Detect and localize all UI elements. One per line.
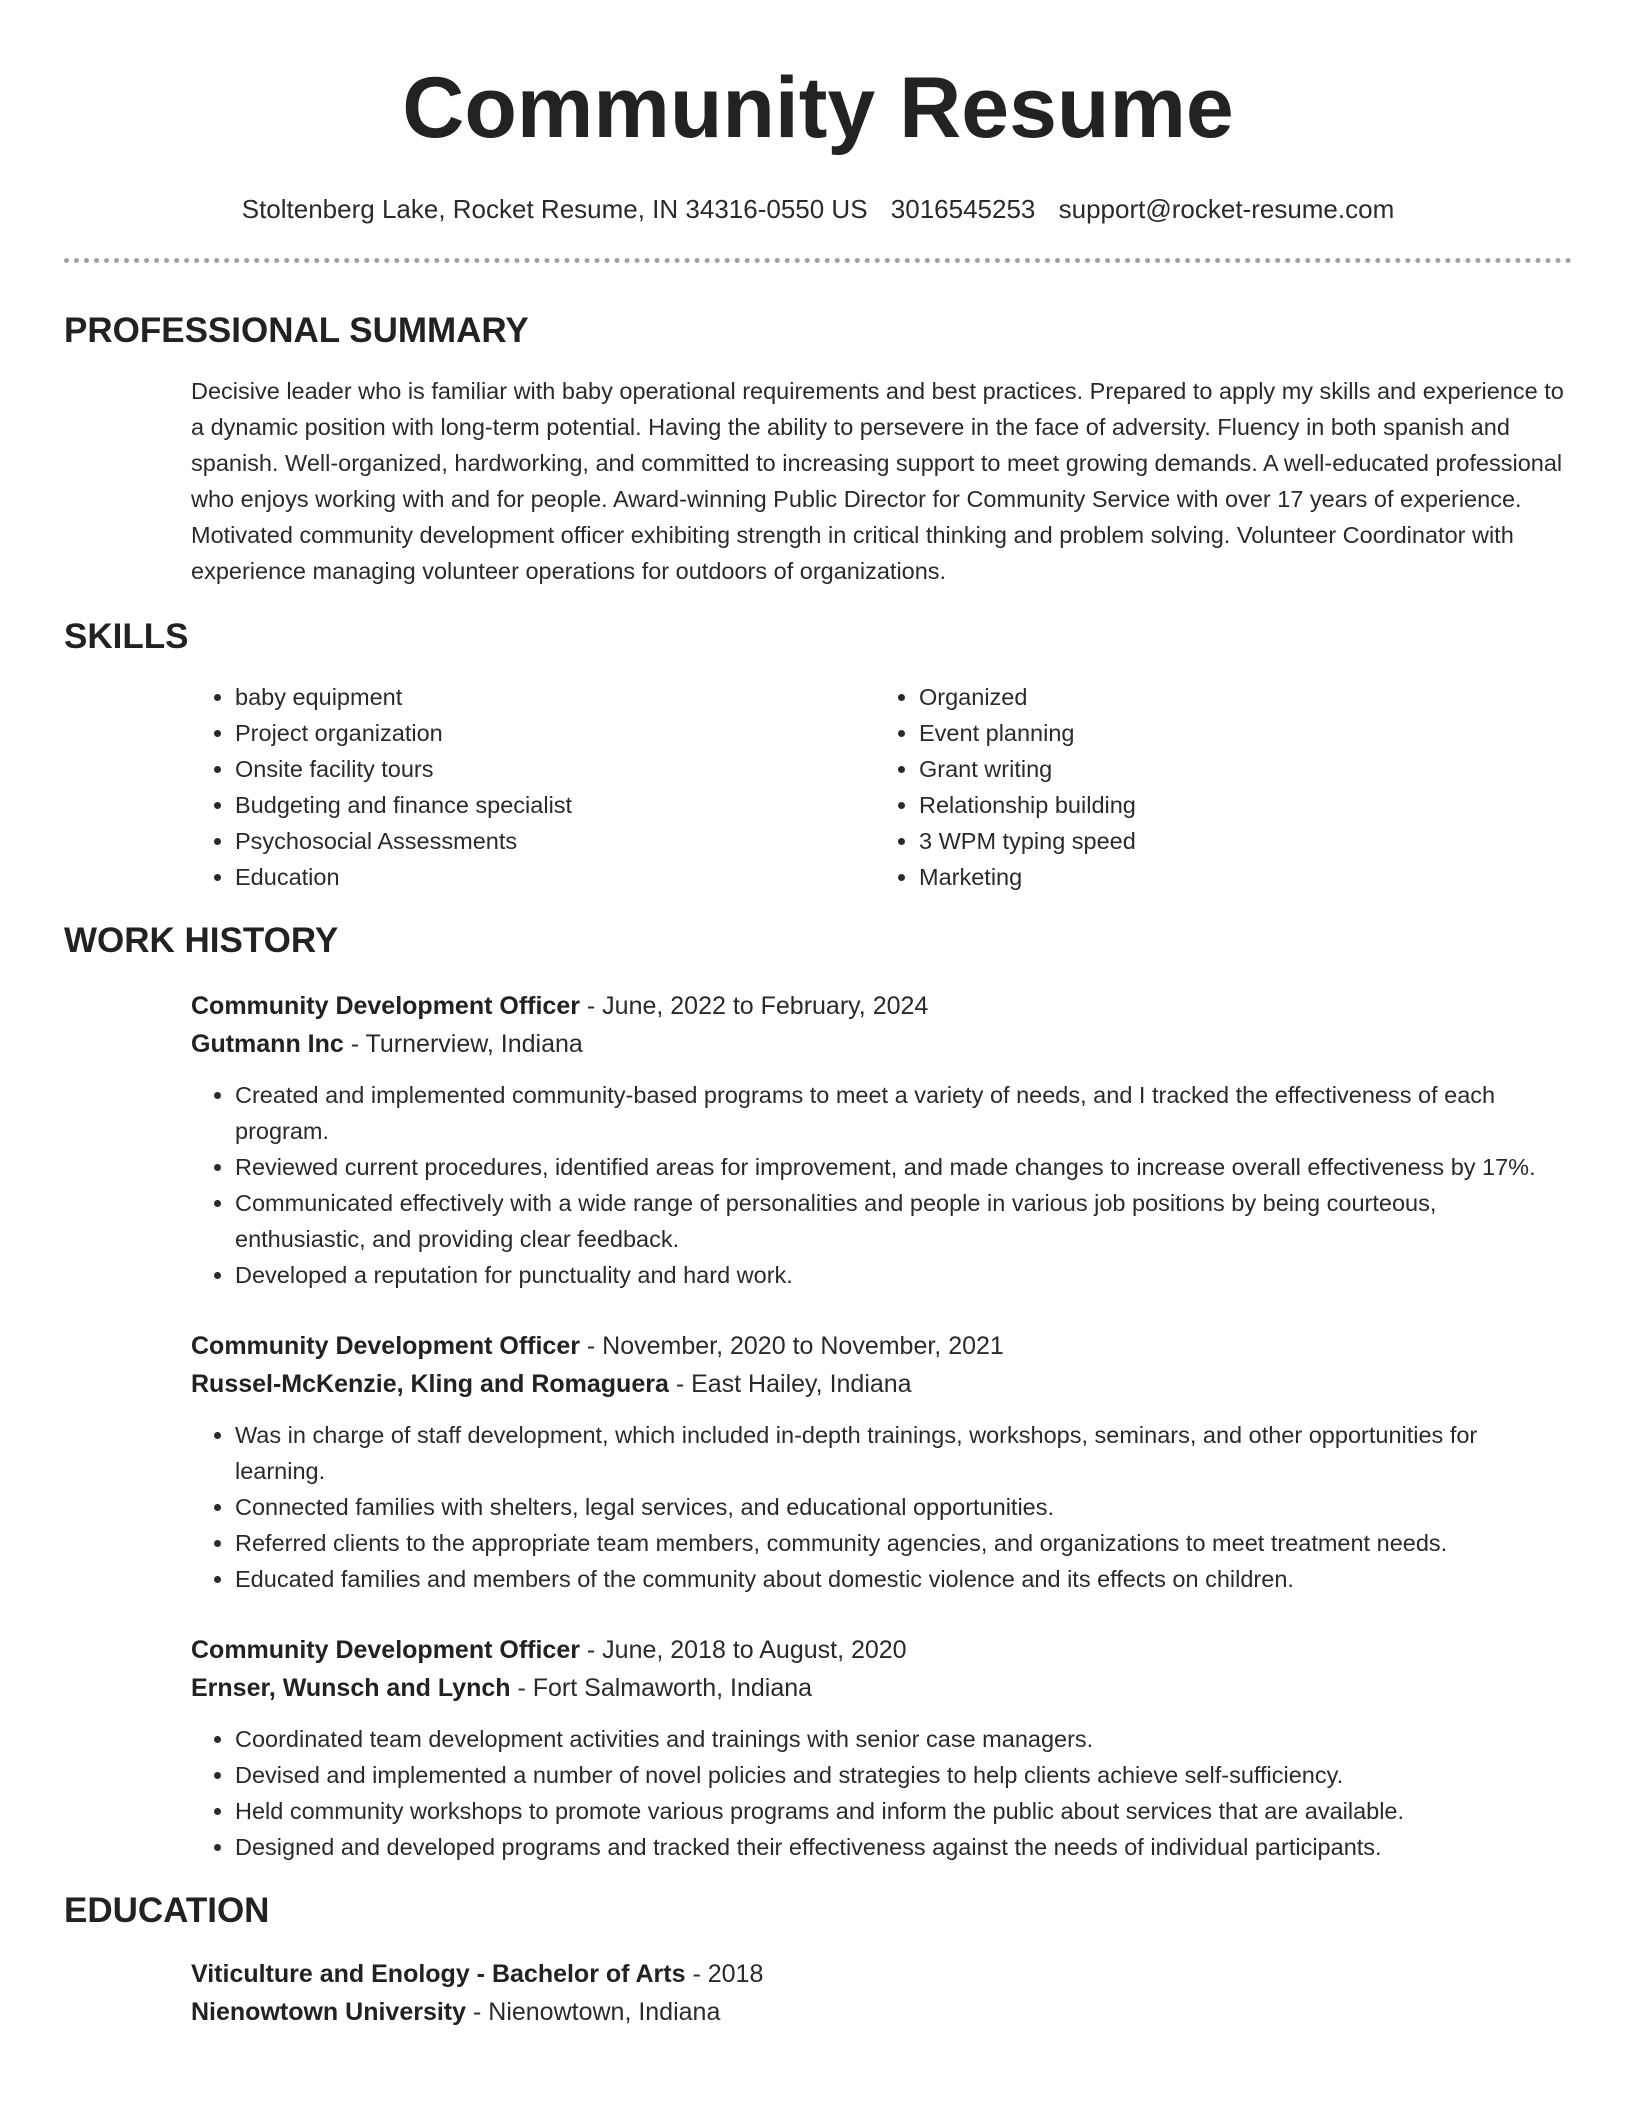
- skill-item: • Organized: [919, 679, 1559, 715]
- job-bullet: • Devised and implemented a number of novel policies and strategies to help clients achieve self-sufficiency.: [235, 1757, 1572, 1793]
- section-title-skills: SKILLS: [64, 617, 189, 656]
- resume-name: Community Resume: [402, 60, 1234, 156]
- job-bullets: [191, 1077, 1572, 1293]
- skills-column-left: [191, 679, 875, 895]
- education-degree-line: [191, 1955, 1572, 1993]
- education-location: - Nienowtown, Indiana: [466, 1998, 721, 2026]
- education-year: - 2018: [685, 1960, 764, 1988]
- job-bullet: • Held community workshops to promote various programs and inform the public about services that are available.: [235, 1793, 1572, 1829]
- resume-page: [64, 0, 1572, 2031]
- skill-item: • 3 WPM typing speed: [919, 823, 1559, 859]
- job-dates: - November, 2020 to November, 2021: [579, 1332, 1004, 1360]
- header-divider: [64, 258, 1572, 263]
- job-bullet: • Referred clients to the appropriate team members, community agencies, and organizations to meet treatment needs.: [235, 1525, 1572, 1561]
- education-entry: [191, 1955, 1572, 2031]
- contact-email: support@rocket-resume.com: [1058, 194, 1395, 224]
- skills-column-right: [875, 679, 1559, 895]
- job-bullet: • Reviewed current procedures, identified areas for improvement, and made changes to increase overall effectiveness by 17%.: [235, 1149, 1572, 1185]
- job-entry: [191, 987, 1572, 1293]
- skill-item: • Psychosocial Assessments: [235, 823, 875, 859]
- job-bullet: • Educated families and members of the community about domestic violence and its effects on children.: [235, 1561, 1572, 1597]
- contact-phone: 3016545253: [890, 194, 1036, 224]
- job-company: Russel-McKenzie, Kling and Romaguera: [191, 1370, 669, 1398]
- section-title-summary: PROFESSIONAL SUMMARY: [64, 311, 529, 350]
- skill-item: • Event planning: [919, 715, 1559, 751]
- job-company: Gutmann Inc: [191, 1030, 344, 1058]
- job-bullets: [191, 1417, 1572, 1597]
- job-bullet: • Connected families with shelters, legal services, and educational opportunities.: [235, 1489, 1572, 1525]
- job-bullet: • Communicated effectively with a wide range of personalities and people in various job positions by being courteous, enthusiastic, and providing clear feedback.: [235, 1185, 1572, 1257]
- job-entry: [191, 1327, 1572, 1597]
- job-role: Community Development Officer: [191, 1332, 580, 1360]
- summary-text: Decisive leader who is familiar with baby operational requirements and best practices. Prepared to apply my skills and experience to a dynamic position with long-term potential. Having the ability to persevere in the face of adversity. Fluency in both spanish and spanish. Well-organized, hardworking, and committed to increasing support to meet growing demands. A well-educated professional who enjoys working with and for people. Award-winning Public Director for Community Service with over 17 years of experience. Motivated community development officer exhibiting strength in critical thinking and problem solving. Volunteer Coordinator with experience managing volunteer operations for outdoors of organizations.: [191, 378, 1564, 584]
- job-entry: [191, 1631, 1572, 1865]
- section-title-work-history: WORK HISTORY: [64, 921, 339, 960]
- job-company-line: [191, 1365, 1572, 1403]
- job-company-line: [191, 1025, 1572, 1063]
- skill-item: • Marketing: [919, 859, 1559, 895]
- job-title-line: [191, 1327, 1572, 1365]
- job-location: - East Hailey, Indiana: [668, 1370, 912, 1398]
- section-title-education: EDUCATION: [64, 1891, 270, 1930]
- skill-item: • baby equipment: [235, 679, 875, 715]
- job-company-line: [191, 1669, 1572, 1707]
- skill-item: • Project organization: [235, 715, 875, 751]
- job-role: Community Development Officer: [191, 992, 580, 1020]
- contact-line: [64, 194, 1572, 224]
- job-bullet: • Coordinated team development activities and trainings with senior case managers.: [235, 1721, 1572, 1757]
- skill-item: • Budgeting and finance specialist: [235, 787, 875, 823]
- job-bullet: • Developed a reputation for punctuality and hard work.: [235, 1257, 1572, 1293]
- skill-item: • Relationship building: [919, 787, 1559, 823]
- job-dates: - June, 2018 to August, 2020: [579, 1636, 907, 1664]
- job-title-line: [191, 1631, 1572, 1669]
- job-location: - Fort Salmaworth, Indiana: [510, 1674, 813, 1702]
- job-bullet: • Designed and developed programs and tracked their effectiveness against the needs of individual participants.: [235, 1829, 1572, 1865]
- job-role: Community Development Officer: [191, 1636, 580, 1664]
- job-bullet: • Created and implemented community-based programs to meet a variety of needs, and I tracked the effectiveness of each program.: [235, 1077, 1572, 1149]
- job-bullets: [191, 1721, 1572, 1865]
- education-degree: Viticulture and Enology - Bachelor of Arts: [191, 1960, 686, 1988]
- education-school: Nienowtown University: [191, 1998, 467, 2026]
- job-location: - Turnerview, Indiana: [343, 1030, 583, 1058]
- contact-address: Stoltenberg Lake, Rocket Resume, IN 34316-0550 US: [241, 194, 868, 224]
- skill-item: • Grant writing: [919, 751, 1559, 787]
- job-company: Ernser, Wunsch and Lynch: [191, 1674, 511, 1702]
- skill-item: • Onsite facility tours: [235, 751, 875, 787]
- job-title-line: [191, 987, 1572, 1025]
- skills-list: [191, 679, 1572, 895]
- education-school-line: [191, 1993, 1572, 2031]
- skill-item: • Education: [235, 859, 875, 895]
- job-bullet: • Was in charge of staff development, which included in-depth trainings, workshops, seminars, and other opportunities for learning.: [235, 1417, 1572, 1489]
- job-dates: - June, 2022 to February, 2024: [579, 992, 929, 1020]
